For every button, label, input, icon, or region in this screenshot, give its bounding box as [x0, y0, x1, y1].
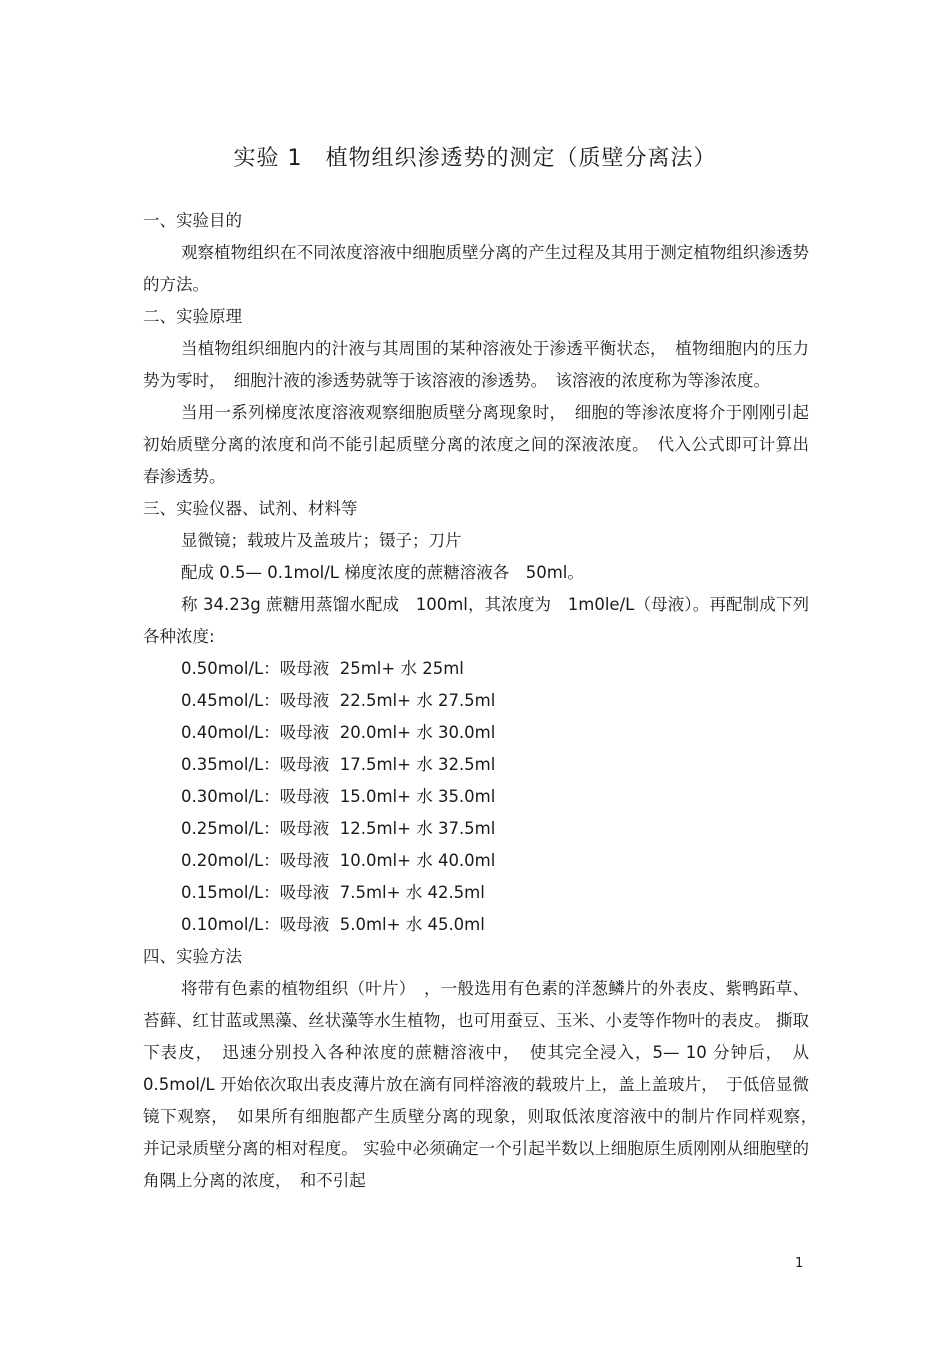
page-number: 1	[795, 1256, 804, 1271]
section-heading-method: 四、实验方法	[143, 947, 242, 966]
paragraph: 将带有色素的植物组织（叶片） ，一般选用有色素的洋葱鳞片的外表皮、紫鸭跖草、苔藓、红甘蓝或黑藻、丝状藻等水生植物，也可用蚕豆、玉米、小麦等作物叶的表皮。 撕取下表皮， 迅速分别投入各种浓度的蔗糖溶液中， 使其完全浸入，5— 10 分钟后， 从 0.5mol/L 开始依次取出表皮薄片放在滴有同样溶液的载玻片上，盖上盖玻片， 于低倍显微镜下观察， 如果所有细胞都产生质壁分离的现象，则取低浓度溶液中的制片作同样观察， 并记录质壁分离的相对程度。 实验中必须确定一个引起半数以上细胞原生质刚刚从细胞壁的角隅上分离的浓度， 和不引起	[143, 979, 826, 1190]
paragraph: 当植物组织细胞内的汁液与其周围的某种溶液处于渗透平衡状态， 植物细胞内的压力势为零时， 细胞汁液的渗透势就等于该溶液的渗透势。 该溶液的浓度称为等渗浓度。	[143, 339, 809, 390]
mix-line: 0.45mol/L：吸母液 22.5ml+ 水 27.5ml	[181, 691, 496, 710]
mix-line: 0.40mol/L：吸母液 20.0ml+ 水 30.0ml	[181, 723, 496, 742]
paragraph: 观察植物组织在不同浓度溶液中细胞质壁分离的产生过程及其用于测定植物组织渗透势的方法。	[143, 243, 809, 294]
mix-line: 0.50mol/L：吸母液 25ml+ 水 25ml	[181, 659, 464, 678]
section-heading-purpose: 一、实验目的	[143, 211, 242, 230]
document-body	[143, 205, 826, 1197]
mix-line: 0.30mol/L：吸母液 15.0ml+ 水 35.0ml	[181, 787, 496, 806]
mix-line: 0.25mol/L：吸母液 12.5ml+ 水 37.5ml	[181, 819, 496, 838]
paragraph: 称 34.23g 蔗糖用蒸馏水配成 100ml，其浓度为 1m0le/L（母液）。再配制成下列各种浓度:	[143, 595, 809, 646]
section-heading-materials: 三、实验仪器、试剂、材料等	[143, 499, 358, 518]
mix-line: 0.10mol/L：吸母液 5.0ml+ 水 45.0ml	[181, 915, 485, 934]
section-heading-principle: 二、实验原理	[143, 307, 242, 326]
mix-line: 0.15mol/L：吸母液 7.5ml+ 水 42.5ml	[181, 883, 485, 902]
paragraph: 配成 0.5— 0.1mol/L 梯度浓度的蔗糖溶液各 50ml。	[181, 563, 584, 582]
document-title: 实验 1 植物组织渗透势的测定（质壁分离法）	[233, 146, 717, 171]
paragraph: 显微镜；载玻片及盖玻片；镊子；刀片	[181, 531, 462, 550]
paragraph: 当用一系列梯度浓度溶液观察细胞质壁分离现象时， 细胞的等渗浓度将介于刚刚引起初始质壁分离的浓度和尚不能引起质壁分离的浓度之间的深液浓度。 代入公式即可计算出春渗透势。	[143, 403, 809, 486]
mix-line: 0.20mol/L：吸母液 10.0ml+ 水 40.0ml	[181, 851, 496, 870]
mix-line: 0.35mol/L：吸母液 17.5ml+ 水 32.5ml	[181, 755, 496, 774]
